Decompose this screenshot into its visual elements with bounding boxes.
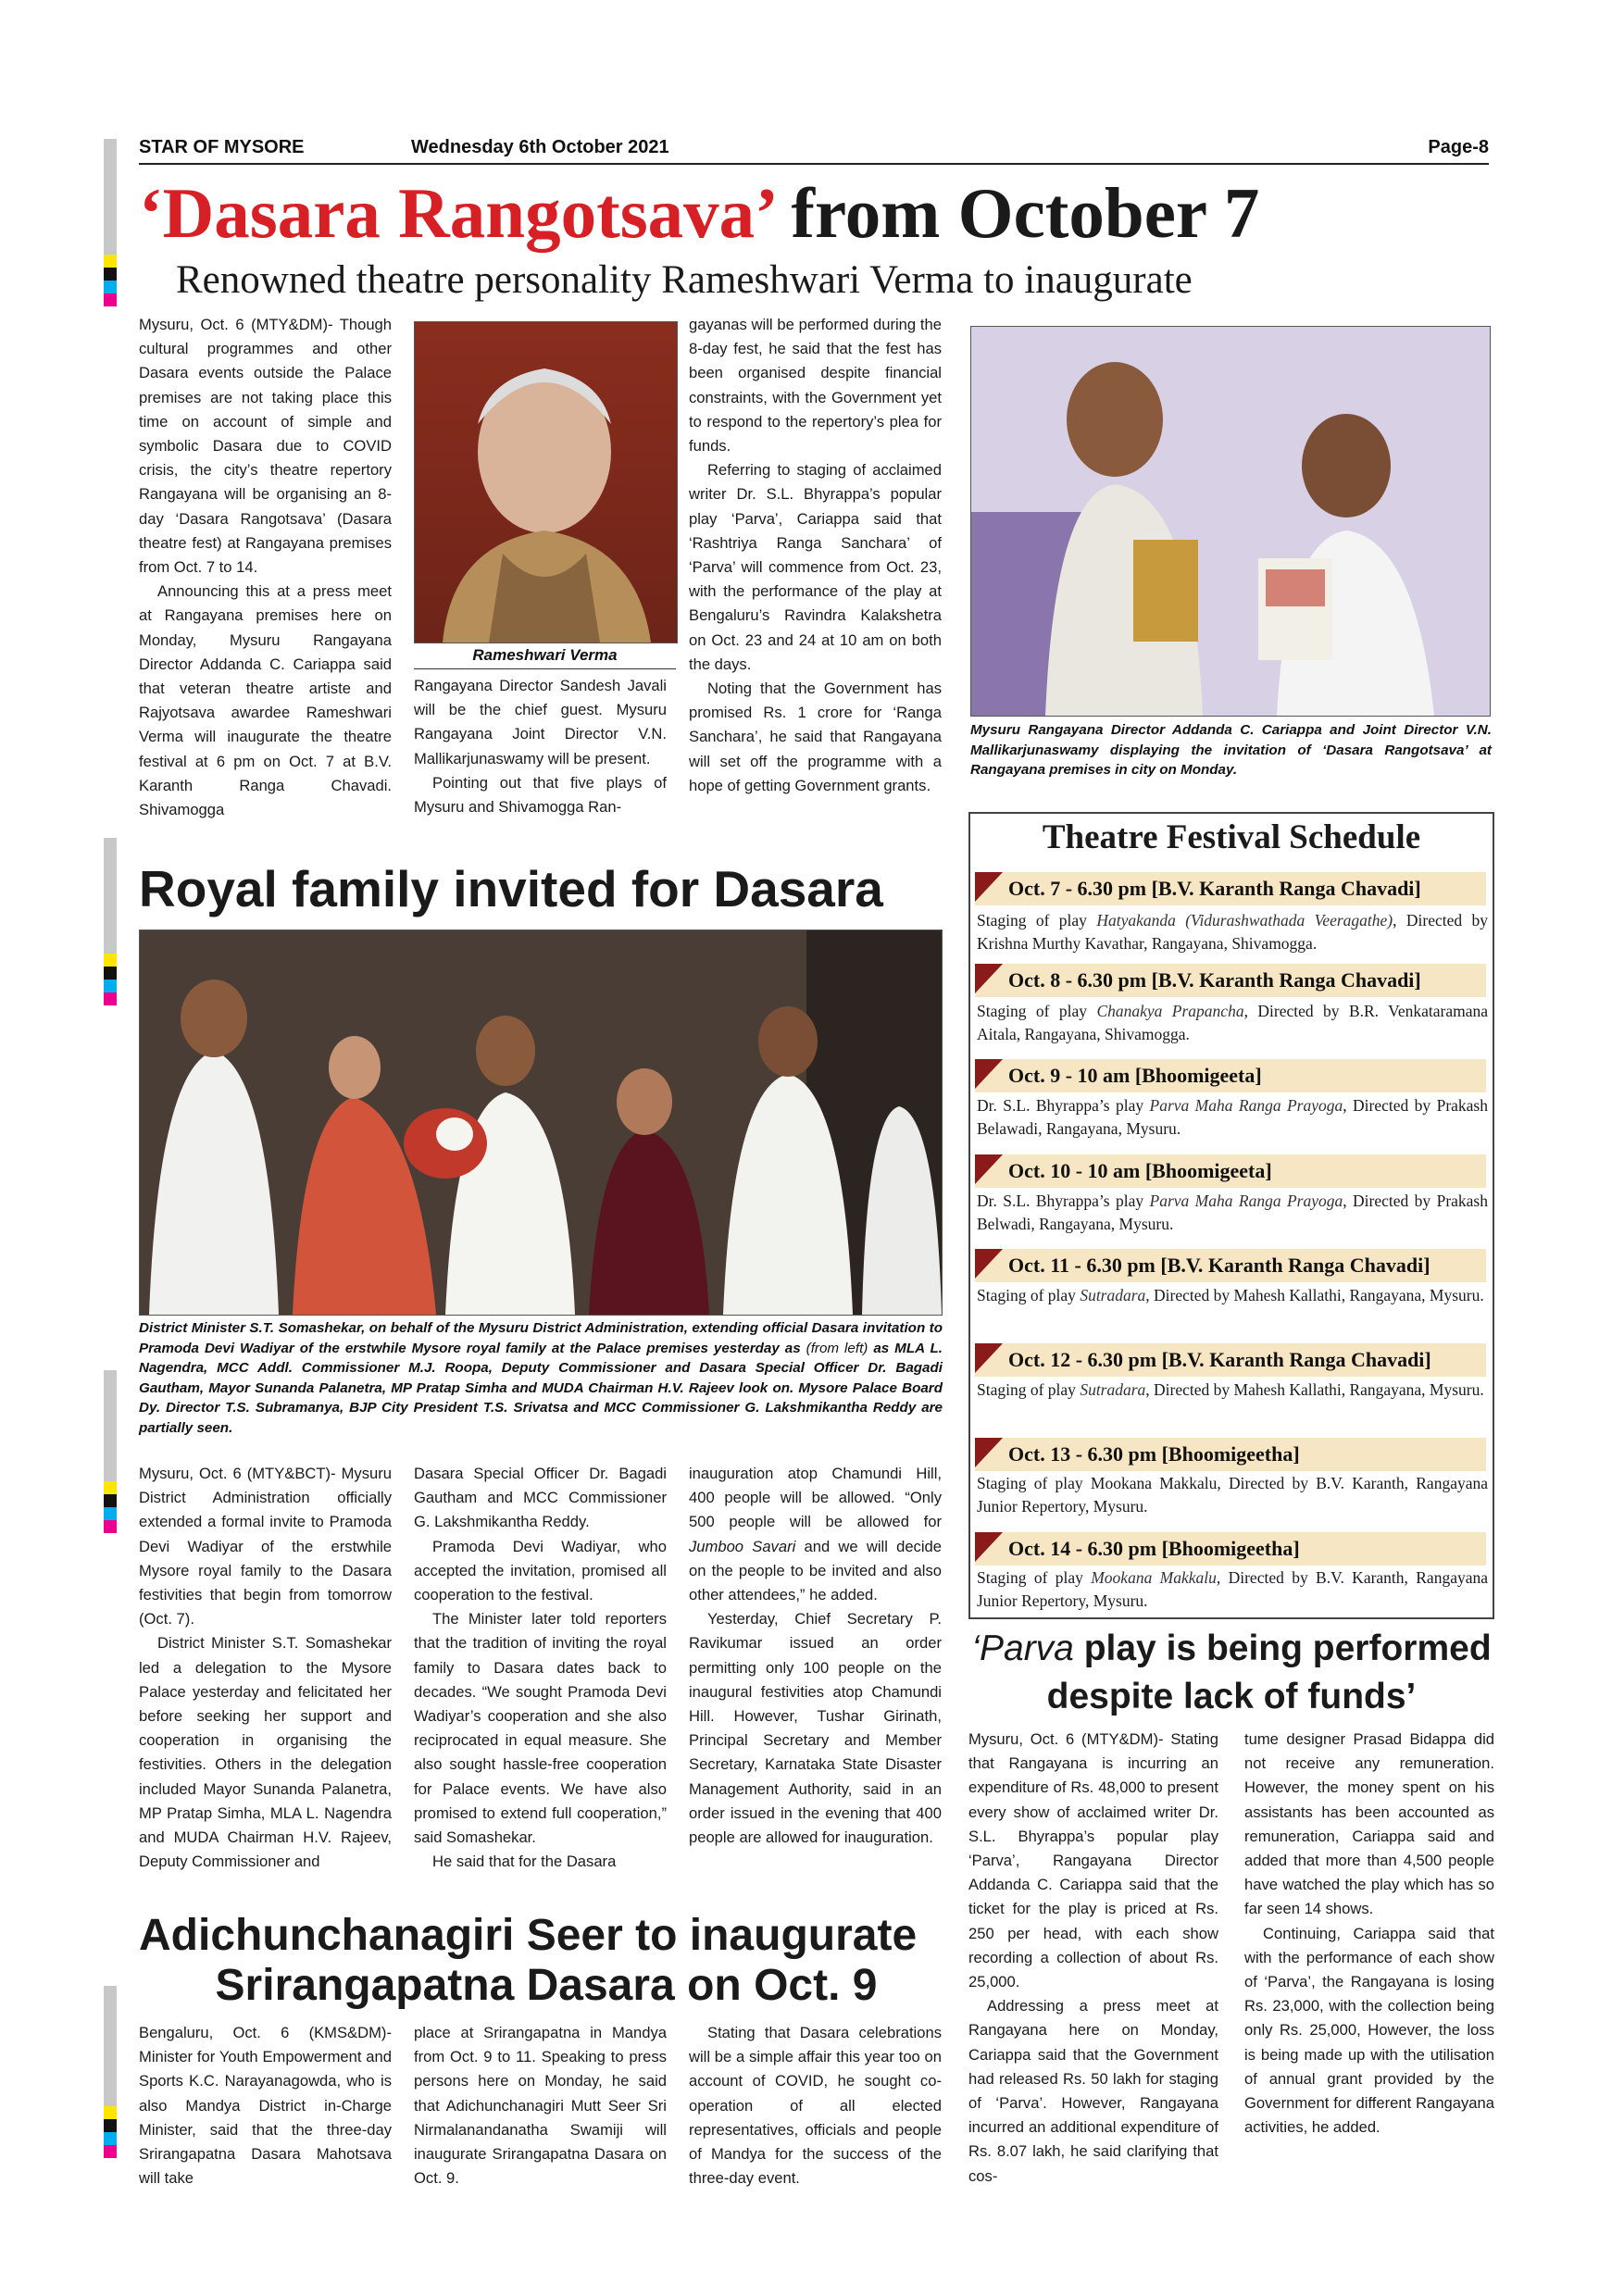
portrait-photo [414, 321, 678, 643]
swatch-black-2 [104, 967, 117, 980]
schedule-item-4-pre: Dr. S.L. Bhyrappa’s play [977, 1192, 1150, 1210]
lead-column-3 [689, 313, 942, 798]
schedule-item-5-pre: Staging of play [977, 1286, 1081, 1304]
schedule-marker-icon [975, 1343, 1003, 1373]
schedule-item-1-pre: Staging of play [977, 911, 1097, 930]
portrait-illustration [415, 322, 677, 643]
parva-col1-para-1: Mysuru, Oct. 6 (MTY&DM)- Stating that Rangayana is incurring an expenditure of Rs. 48,000 to present every show of acclaimed writer Dr. S.L. Bhyrappa’s popular play ‘Parva’, Rangayana Director Addanda C. Cariappa said that the ticket for the play is priced at Rs. 250 per head, with each show recording a collection of about Rs. 25,000. [968, 1730, 1218, 1991]
schedule-item-7-head [975, 1438, 1486, 1471]
parva-headline-italic: ‘Parva [971, 1628, 1074, 1668]
schedule-item-6-head-text: Oct. 12 - 6.30 pm [B.V. Karanth Ranga Chavadi] [1008, 1348, 1431, 1371]
issue-date: Wednesday 6th October 2021 [411, 137, 669, 157]
swatch-cyan-2 [104, 980, 117, 992]
lead-column-1 [139, 313, 392, 822]
swatch-black [104, 268, 117, 281]
royal-col3-para-1 [689, 1462, 942, 1607]
margin-bar-lower [104, 1370, 117, 1481]
swatch-yellow-3 [104, 1481, 117, 1494]
adi-col3-para: Stating that Dasara celebrations will be a simple affair this year too on account of COVID, he sought co-operation of all elected representatives, officials and people of Mandya for the success of the three-day event. [689, 2024, 942, 2188]
lead-col2-para-2: Pointing out that five plays of Mysuru and Shivamogga Ran- [414, 773, 667, 817]
swatch-black-4 [104, 2119, 117, 2132]
schedule-item-4-body [977, 1190, 1488, 1236]
royal-column-2 [414, 1462, 667, 1874]
royal-col2-para-4: He said that for the Dasara [432, 1853, 617, 1871]
schedule-item-3-body [977, 1094, 1488, 1141]
schedule-item-1-play: Hatyakanda (Vidurashwathada Veeragathe) [1096, 911, 1393, 930]
swatch-yellow-4 [104, 2106, 117, 2119]
schedule-marker-icon [975, 964, 1003, 993]
schedule-item-8-pre: Staging of play [977, 1568, 1092, 1587]
schedule-item-5-head-text: Oct. 11 - 6.30 pm [B.V. Karanth Ranga Chavadi] [1008, 1254, 1430, 1277]
swatch-magenta-2 [104, 992, 117, 1005]
royal-column-1 [139, 1462, 392, 1874]
schedule-item-1-post: , Directed by Krishna Murthy Kavathar, Rangayana, Shivamogga. [977, 911, 1489, 953]
schedule-marker-icon [975, 1249, 1003, 1279]
swatch-yellow [104, 255, 117, 268]
royal-caption-from-left: (from left) [806, 1340, 868, 1356]
schedule-item-7-head-text: Oct. 13 - 6.30 pm [Bhoomigeetha] [1008, 1442, 1300, 1466]
parva-headline-line-2: despite lack of funds’ [1046, 1677, 1417, 1716]
schedule-item-5-head [975, 1249, 1486, 1282]
schedule-item-8-post: , Directed by B.V. Karanth, Rangayana Junior Repertory, Mysuru. [977, 1568, 1489, 1610]
schedule-marker-icon [975, 1059, 1003, 1089]
schedule-item-4-post: , Directed by Prakash Belwadi, Rangayana, Mysuru. [977, 1192, 1488, 1233]
royal-col1-para-1: Mysuru, Oct. 6 (MTY&BCT)- Mysuru District Administration officially extended a formal invite to Pramoda Devi Wadiyar of the erstwhile Mysore royal family to the Dasara festivities that begin from tomorrow (Oct. 7). [139, 1465, 392, 1628]
schedule-item-2-body [977, 1000, 1488, 1046]
lead-col3-para-1: gayanas will be performed during the 8-day fest, he said that the fest has been organised despite financial constraints, with the Government yet to respond to the repertory’s plea for funds. [689, 316, 942, 455]
schedule-item-6-post: , Directed by Mahesh Kallathi, Rangayana, Mysuru. [1145, 1380, 1484, 1399]
masthead-rule [139, 163, 1489, 165]
schedule-item-5-play: Sutradara [1080, 1286, 1146, 1304]
adi-col1-para: Bengaluru, Oct. 6 (KMS&DM)- Minister for Youth Empowerment and Sports K.C. Narayanagowda, who is also Mandya District in-Charge Minister, said that the three-day Srirangapatna Dasara Mahotsava will take [139, 2024, 392, 2188]
parva-col2-para-1: tume designer Prasad Bidappa did not receive any remuneration. However, the money spent on his assistants has been accounted as remuneration, Cariappa said and added that more than 4,500 people have watched the play which has so far seen 14 shows. [1244, 1730, 1494, 1918]
schedule-item-5-body [977, 1284, 1488, 1307]
schedule-item-4-play: Parva Maha Ranga Prayoga [1149, 1192, 1343, 1210]
parva-headline-line-1 [968, 1625, 1494, 1673]
schedule-item-1-body [977, 909, 1488, 955]
royal-col2-para-1: Dasara Special Officer Dr. Bagadi Gautham and MCC Commissioner G. Lakshmikantha Reddy. [414, 1465, 667, 1531]
royal-photo-caption [139, 1318, 943, 1438]
schedule-title: Theatre Festival Schedule [1042, 818, 1421, 856]
adi-column-3 [689, 2021, 942, 2190]
headline-black-part: from October 7 [791, 173, 1260, 253]
lead-col2-para-1: Rangayana Director Sandesh Javali will be the chief guest. Mysuru Rangayana Joint Director V.N. Mallikarjunaswamy will be present. [414, 677, 667, 767]
parva-column-1 [968, 1728, 1218, 2189]
margin-bar-bottom [104, 1986, 117, 2106]
schedule-item-2-pre: Staging of play [977, 1002, 1097, 1020]
swatch-magenta [104, 293, 117, 306]
lead-col1-para-1: Mysuru, Oct. 6 (MTY&DM)- Though cultural programmes and other Dasara events outside the Palace premises are not taking place this time on account of simple and symbolic Dasara due to COVID crisis, the city’s theatre repertory Rangayana will be organising an 8-day ‘Dasara Rangotsava’ (Dasara theatre fest) at Rangayana premises from Oct. 7 to 14. [139, 316, 392, 577]
parva-column-2 [1244, 1728, 1494, 2140]
schedule-item-3-post: , Directed by Prakash Belawadi, Rangayana, Mysuru. [977, 1096, 1488, 1138]
schedule-item-8-play: Mookana Makkalu [1091, 1568, 1217, 1587]
schedule-marker-icon [975, 1154, 1003, 1184]
adi-col2-para: place at Srirangapatna in Mandya from Oct. 9 to 11. Speaking to press persons here on Monday, he said that Adichunchanagiri Mutt Seer Sri Nirmalanandanatha Swamiji will inaugurate Srirangapatna Dasara on Oct. 9. [414, 2024, 667, 2188]
parva-headline-rest: play is being performed [1073, 1628, 1492, 1668]
royal-col3-italic: Jumboo Savari [689, 1537, 796, 1555]
swatch-magenta-3 [104, 1520, 117, 1533]
schedule-item-5-post: , Directed by Mahesh Kallathi, Rangayana, Mysuru. [1145, 1286, 1484, 1304]
royal-col1-para-2: District Minister S.T. Somashekar led a delegation to the Mysore Palace yesterday and felicitated her before seeking her support and cooperation in organising the festivities. Others in the delegation included Mayor Sunanda Palanetra, MP Pratap Simha, MLA L. Nagendra and MUDA Chairman H.V. Rajeev, Deputy Commissioner and [139, 1634, 392, 1871]
adi-headline-line-1: Adichunchanagiri Seer to inaugurate [139, 1911, 918, 1960]
swatch-cyan [104, 281, 117, 293]
swatch-black-3 [104, 1494, 117, 1507]
schedule-item-7-body [977, 1472, 1488, 1518]
swatch-magenta-4 [104, 2145, 117, 2158]
lead-col1-para-2: Announcing this at a press meet at Rangayana premises here on Monday, Mysuru Rangayana Director Addanda C. Cariappa said that veteran theatre artiste and Rajyotsava awardee Rameshwari Verma will inaugurate the theatre festival at 6 pm on Oct. 7 at B.V. Karanth Ranga Chavadi. Shivamogga [139, 582, 392, 819]
page-number: Page-8 [1428, 137, 1489, 157]
schedule-item-6-pre: Staging of play [977, 1380, 1081, 1399]
schedule-item-8-body [977, 1566, 1488, 1613]
schedule-item-3-head-text: Oct. 9 - 10 am [Bhoomigeeta] [1008, 1064, 1262, 1087]
schedule-item-6-play: Sutradara [1080, 1380, 1146, 1399]
royal-headline: Royal family invited for Dasara [139, 860, 883, 917]
rangayana-photo-caption: Mysuru Rangayana Director Addanda C. Cariappa and Joint Director V.N. Mallikarjunaswamy displaying the invitation of ‘Dasara Rangotsava’ at Rangayana premises in city on Monday. [970, 722, 1492, 778]
royal-col3-para-2: Yesterday, Chief Secretary P. Ravikumar issued an order permitting only 100 people on the inaugural festivities atop Chamundi Hill. However, Tushar Girinath, Principal Secretary and Member Secretary, Karnataka State Disaster Management Authority, said in an order issued in the evening that 400 people are allowed for inauguration. [689, 1610, 942, 1847]
rangayana-illustration [971, 327, 1490, 716]
royal-illustration [140, 930, 942, 1315]
schedule-item-2-head [975, 964, 1486, 997]
parva-col1-para-2: Addressing a press meet at Rangayana here on Monday, Cariappa said that the Government had released Rs. 50 lakh for staging of ‘Parva’. However, Rangayana incurred an additional expenditure of Rs. 8.07 lakh, he said clarifying that cos- [968, 1997, 1218, 2185]
swatch-yellow-2 [104, 954, 117, 967]
paper-name: STAR OF MYSORE [139, 137, 305, 157]
masthead [139, 137, 1489, 163]
lead-col3-para-2: Referring to staging of acclaimed writer Dr. S.L. Bhyrappa’s popular play ‘Parva’, Cariappa said that ‘Rashtriya Ranga Sanchara’ of ‘Parva’ will commence from Oct. 23, with the performance of the play at Bengaluru’s Ravindra Kalakshetra on Oct. 23 and 24 at 10 am on both the days. [689, 461, 942, 673]
margin-bar-top [104, 139, 117, 255]
schedule-marker-icon [975, 1438, 1003, 1467]
parva-col2-para-2: Continuing, Cariappa said that with the performance of each show of ‘Parva’, the Rangayana is losing Rs. 23,000, with the collection being only Rs. 25,000, However, the loss is being made up with the utilisation of annual grant provided by the Government for different Rangayana activities, he added. [1244, 1924, 1494, 2137]
rangayana-photo [970, 326, 1491, 717]
portrait-caption: Rameshwari Verma [472, 646, 618, 664]
royal-caption-part-1: District Minister S.T. Somashekar, on behalf of the Mysuru District Administration, extending official Dasara invitation to Pramoda Devi Wadiyar of the erstwhile Mysore royal family at the Palace premises yesterday as [139, 1320, 943, 1356]
schedule-item-7-pre: Staging of play Mookana Makkalu, Directed by B.V. Karanth, Rangayana Junior Repertory, Mysuru. [977, 1474, 1488, 1516]
royal-col2-para-3: The Minister later told reporters that the tradition of inviting the royal family to Dasara dates back to decades. “We sought Pramoda Devi Wadiyar’s cooperation and she also reciprocated in equal measure. She also sought hassle-free cooperation for Palace events. We have also promised to extend full cooperation,” said Somashekar. [414, 1610, 667, 1847]
schedule-item-3-play: Parva Maha Ranga Prayoga [1149, 1096, 1343, 1115]
lead-column-2 [414, 674, 667, 819]
schedule-item-2-head-text: Oct. 8 - 6.30 pm [B.V. Karanth Ranga Chavadi] [1008, 968, 1421, 992]
royal-column-3 [689, 1462, 942, 1850]
schedule-item-1-head [975, 872, 1486, 905]
royal-caption-part-2: as MLA L. Nagendra, MCC Addl. Commissioner M.J. Roopa, Deputy Commissioner and Dasara Special Officer Dr. Bagadi Gautham, Mayor Sunanda Palanetra, MP Pratap Simha and MUDA Chairman H.V. Rajeev look on. Mysore Palace Board Dy. Director T.S. Subramanya, BJP City President T.S. Srivatsa and MCC Commissioner G. Lakshmikantha Reddy are partially seen. [139, 1340, 943, 1436]
swatch-cyan-3 [104, 1507, 117, 1520]
schedule-marker-icon [975, 872, 1003, 902]
schedule-marker-icon [975, 1532, 1003, 1562]
schedule-item-3-head [975, 1059, 1486, 1092]
lead-col3-para-3: Noting that the Government has promised Rs. 1 crore for ‘Ranga Sanchara’, he said that Rangayana will set off the programme with a hope of getting Government grants. [689, 680, 942, 794]
margin-bar-middle [104, 838, 117, 954]
portrait-caption-rule [414, 668, 676, 669]
schedule-item-2-play: Chanakya Prapancha [1096, 1002, 1244, 1020]
schedule-item-8-head-text: Oct. 14 - 6.30 pm [Bhoomigeetha] [1008, 1537, 1300, 1560]
schedule-item-6-head [975, 1343, 1486, 1377]
headline-red-part: ‘Dasara Rangotsava’ [139, 173, 774, 253]
schedule-item-4-head [975, 1154, 1486, 1188]
royal-col2-para-2: Pramoda Devi Wadiyar, who accepted the invitation, promised all cooperation to the festival. [414, 1537, 667, 1604]
royal-col3-text-b: and we will decide on the people to be invited and also other attendees,” he added. [689, 1537, 943, 1604]
schedule-item-4-head-text: Oct. 10 - 10 am [Bhoomigeeta] [1008, 1159, 1272, 1182]
lead-subhead: Renowned theatre personality Rameshwari Verma to inaugurate [176, 258, 1193, 302]
schedule-item-2-post: , Directed by B.R. Venkataramana Aitala, Rangayana, Shivamogga. [977, 1002, 1488, 1043]
schedule-item-8-head [975, 1532, 1486, 1566]
lead-headline [139, 167, 1500, 259]
adi-column-2 [414, 2021, 667, 2190]
royal-col3-text-a: inauguration atop Chamundi Hill, 400 people will be allowed. “Only 500 people will be allowed for [689, 1465, 942, 1531]
adi-column-1 [139, 2021, 392, 2190]
swatch-cyan-4 [104, 2132, 117, 2145]
royal-photo [139, 930, 943, 1316]
schedule-item-6-body [977, 1379, 1488, 1402]
schedule-item-1-head-text: Oct. 7 - 6.30 pm [B.V. Karanth Ranga Chavadi] [1008, 877, 1421, 900]
schedule-item-3-pre: Dr. S.L. Bhyrappa’s play [977, 1096, 1150, 1115]
adi-headline-line-2: Srirangapatna Dasara on Oct. 9 [215, 1961, 878, 2010]
